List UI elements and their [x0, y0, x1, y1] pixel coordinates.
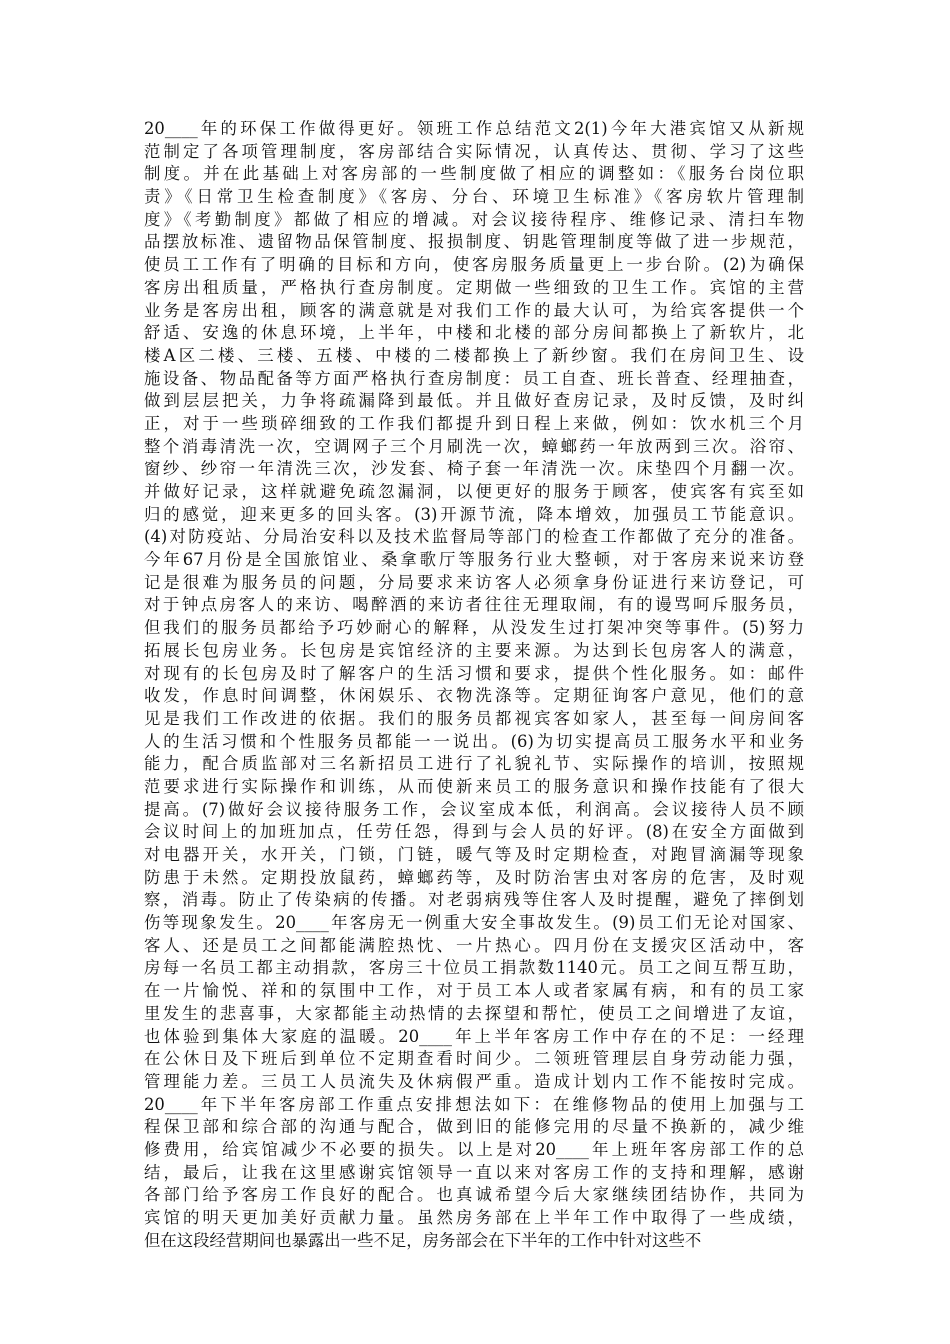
text-line: 各部门给予客房工作良好的配合。也真诚希望今后大家继续团结协作，共同为: [144, 1185, 804, 1205]
text-line: 能力，配合质监部对三名新招员工进行了礼貌礼节、实际操作的培训，按照规: [144, 754, 804, 774]
text-line: 结，最后，让我在这里感谢宾馆领导一直以来对客房工作的支持和理解，感谢: [144, 1162, 804, 1182]
text-line: 20____年的环保工作做得更好。领班工作总结范文2(1)今年大港宾馆又从新规: [144, 119, 804, 138]
text-line: 做到层层把关，力争将疏漏降到最低。并且做好查房记录，及时反馈，及时纠: [144, 391, 804, 411]
text-line: 防患于未然。定期投放鼠药，蟑螂药等，及时防治害虫对客房的危害，及时观: [144, 867, 804, 887]
text-line: 对现有的长包房及时了解客户的生活习惯和要求，提供个性化服务。如：邮件: [144, 663, 804, 683]
text-line: 客房出租质量，严格执行查房制度。定期做一些细致的卫生工作。宾馆的主营: [144, 277, 804, 297]
text-line: 察，消毒。防止了传染病的传播。对老弱病残等住客人及时提醒，避免了摔倒划: [144, 890, 804, 910]
text-line: 归的感觉，迎来更多的回头客。(3)开源节流，降本增效，加强员工节能意识。: [144, 504, 804, 524]
text-line: 楼A区二楼、三楼、五楼、中楼的二楼都换上了新纱窗。我们在房间卫生、设: [144, 345, 804, 365]
text-line: 并做好记录，这样就避免疏忽漏洞，以便更好的服务于顾客，使宾客有宾至如: [144, 482, 804, 501]
text-line: 但在这段经营期间也暴露出一些不足，房务部会在下半年的工作中针对这些不: [144, 1230, 702, 1250]
text-line: 度》《考勤制度》都做了相应的增减。对会议接待程序、维修记录、清扫车物: [144, 209, 804, 229]
text-line: 见是我们工作改进的依据。我们的服务员都视宾客如家人，甚至每一间房间客: [144, 708, 804, 728]
text-line: 在一片愉悦、祥和的氛围中工作，对于员工本人或者家属有病，和有的员工家: [144, 981, 804, 1001]
text-line: 修费用，给宾馆减少不必要的损失。以上是对20____年上班年客房部工作的总: [144, 1139, 804, 1159]
text-line: 也体验到集体大家庭的温暖。20____年上半年客房工作中存在的不足：一经理: [144, 1026, 804, 1046]
text-line: 整个消毒清洗一次，空调网子三个月刷洗一次，蟑螂药一年放两到三次。浴帘、: [144, 436, 804, 456]
text-line: (4)对防疫站、分局治安科以及技术监督局等部门的检查工作都做了充分的准备。: [144, 527, 804, 547]
text-line: 人的生活习惯和个性服务员都能一一说出。(6)为切实提高员工服务水平和业务: [144, 731, 804, 751]
text-line: 对于钟点房客人的来访、喝醉酒的来访者往往无理取闹，有的谩骂呵斥服务员，: [144, 595, 804, 615]
text-line: 管理能力差。三员工人员流失及休病假严重。造成计划内工作不能按时完成。: [144, 1071, 804, 1091]
text-line: 程保卫部和综合部的沟通与配合，做到旧的能修完用的尽量不换新的，减少维: [144, 1117, 804, 1137]
text-line: 品摆放标准、遗留物品保管制度、报损制度、钥匙管理制度等做了进一步规范，: [144, 232, 804, 252]
text-line: 对电器开关，水开关，门锁，门链，暖气等及时定期检查，对跑冒滴漏等现象: [144, 845, 804, 864]
text-line: 正，对于一些琐碎细致的工作我们都提升到日程上来做，例如：饮水机三个月: [144, 413, 804, 433]
text-line: 收发，作息时间调整，休闲娱乐、衣物洗涤等。定期征询客户意见，他们的意: [144, 686, 804, 706]
text-line: 制度。并在此基础上对客房部的一些制度做了相应的调整如：《服务台岗位职: [144, 164, 804, 184]
text-line: 施设备、物品配备等方面严格执行查房制度：员工自查、班长普查、经理抽查，: [144, 368, 804, 388]
text-line: 客人、还是员工之间都能满腔热忱、一片热心。四月份在支援灾区活动中，客: [144, 935, 804, 955]
text-line: 会议时间上的加班加点，任劳任怨，得到与会人员的好评。(8)在安全方面做到: [144, 822, 804, 842]
text-line: 业务是客房出租，顾客的满意就是对我们工作的最大认可，为给宾客提供一个: [144, 300, 804, 320]
text-line: 责》《日常卫生检查制度》《客房、分台、环境卫生标准》《客房软片管理制: [144, 187, 804, 207]
text-line: 宾馆的明天更加美好贡献力量。虽然房务部在上半年工作中取得了一些成绩，: [144, 1208, 804, 1227]
text-line: 今年67月份是全国旅馆业、桑拿歌厅等服务行业大整顿，对于客房来说来访登: [144, 550, 804, 570]
text-line: 里发生的悲喜事，大家都能主动热情的去探望和帮忙，使员工之间增进了友谊，: [144, 1003, 804, 1023]
text-line: 房每一名员工都主动捐款，客房三十位员工捐款数1140元。员工之间互帮互助，: [144, 958, 804, 978]
text-line: 20____年下半年客房部工作重点安排想法如下：在维修物品的使用上加强与工: [144, 1094, 804, 1114]
text-line: 提高。(7)做好会议接待服务工作，会议室成本低，利润高。会议接待人员不顾: [144, 799, 804, 819]
text-line: 拓展长包房业务。长包房是宾馆经济的主要来源。为达到长包房客人的满意，: [144, 640, 804, 660]
text-line: 记是很难为服务员的问题，分局要求来访客人必须拿身份证进行来访登记，可: [144, 572, 804, 592]
text-line: 但我们的服务员都给予巧妙耐心的解释，从没发生过打架冲突等事件。(5)努力: [144, 618, 804, 638]
text-line: 窗纱、纱帘一年清洗三次，沙发套、椅子套一年清洗一次。床垫四个月翻一次。: [144, 459, 804, 479]
body-text: [144, 118, 804, 1252]
text-line: 范要求进行实际操作和训练，从而使新来员工的服务意识和操作技能有了很大: [144, 776, 804, 796]
text-line: 使员工工作有了明确的目标和方向，使客房服务质量更上一步台阶。(2)为确保: [144, 255, 804, 275]
text-line: 在公休日及下班后到单位不定期查看时间少。二领班管理层自身劳动能力强，: [144, 1049, 804, 1069]
text-line: 舒适、安逸的休息环境，上半年，中楼和北楼的部分房间都换上了新软片，北: [144, 323, 804, 343]
text-line: 范制定了各项管理制度，客房部结合实际情况，认真传达、贯彻、学习了这些: [144, 141, 804, 161]
text-line: 伤等现象发生。20____年客房无一例重大安全事故发生。(9)员工们无论对国家、: [144, 913, 804, 933]
